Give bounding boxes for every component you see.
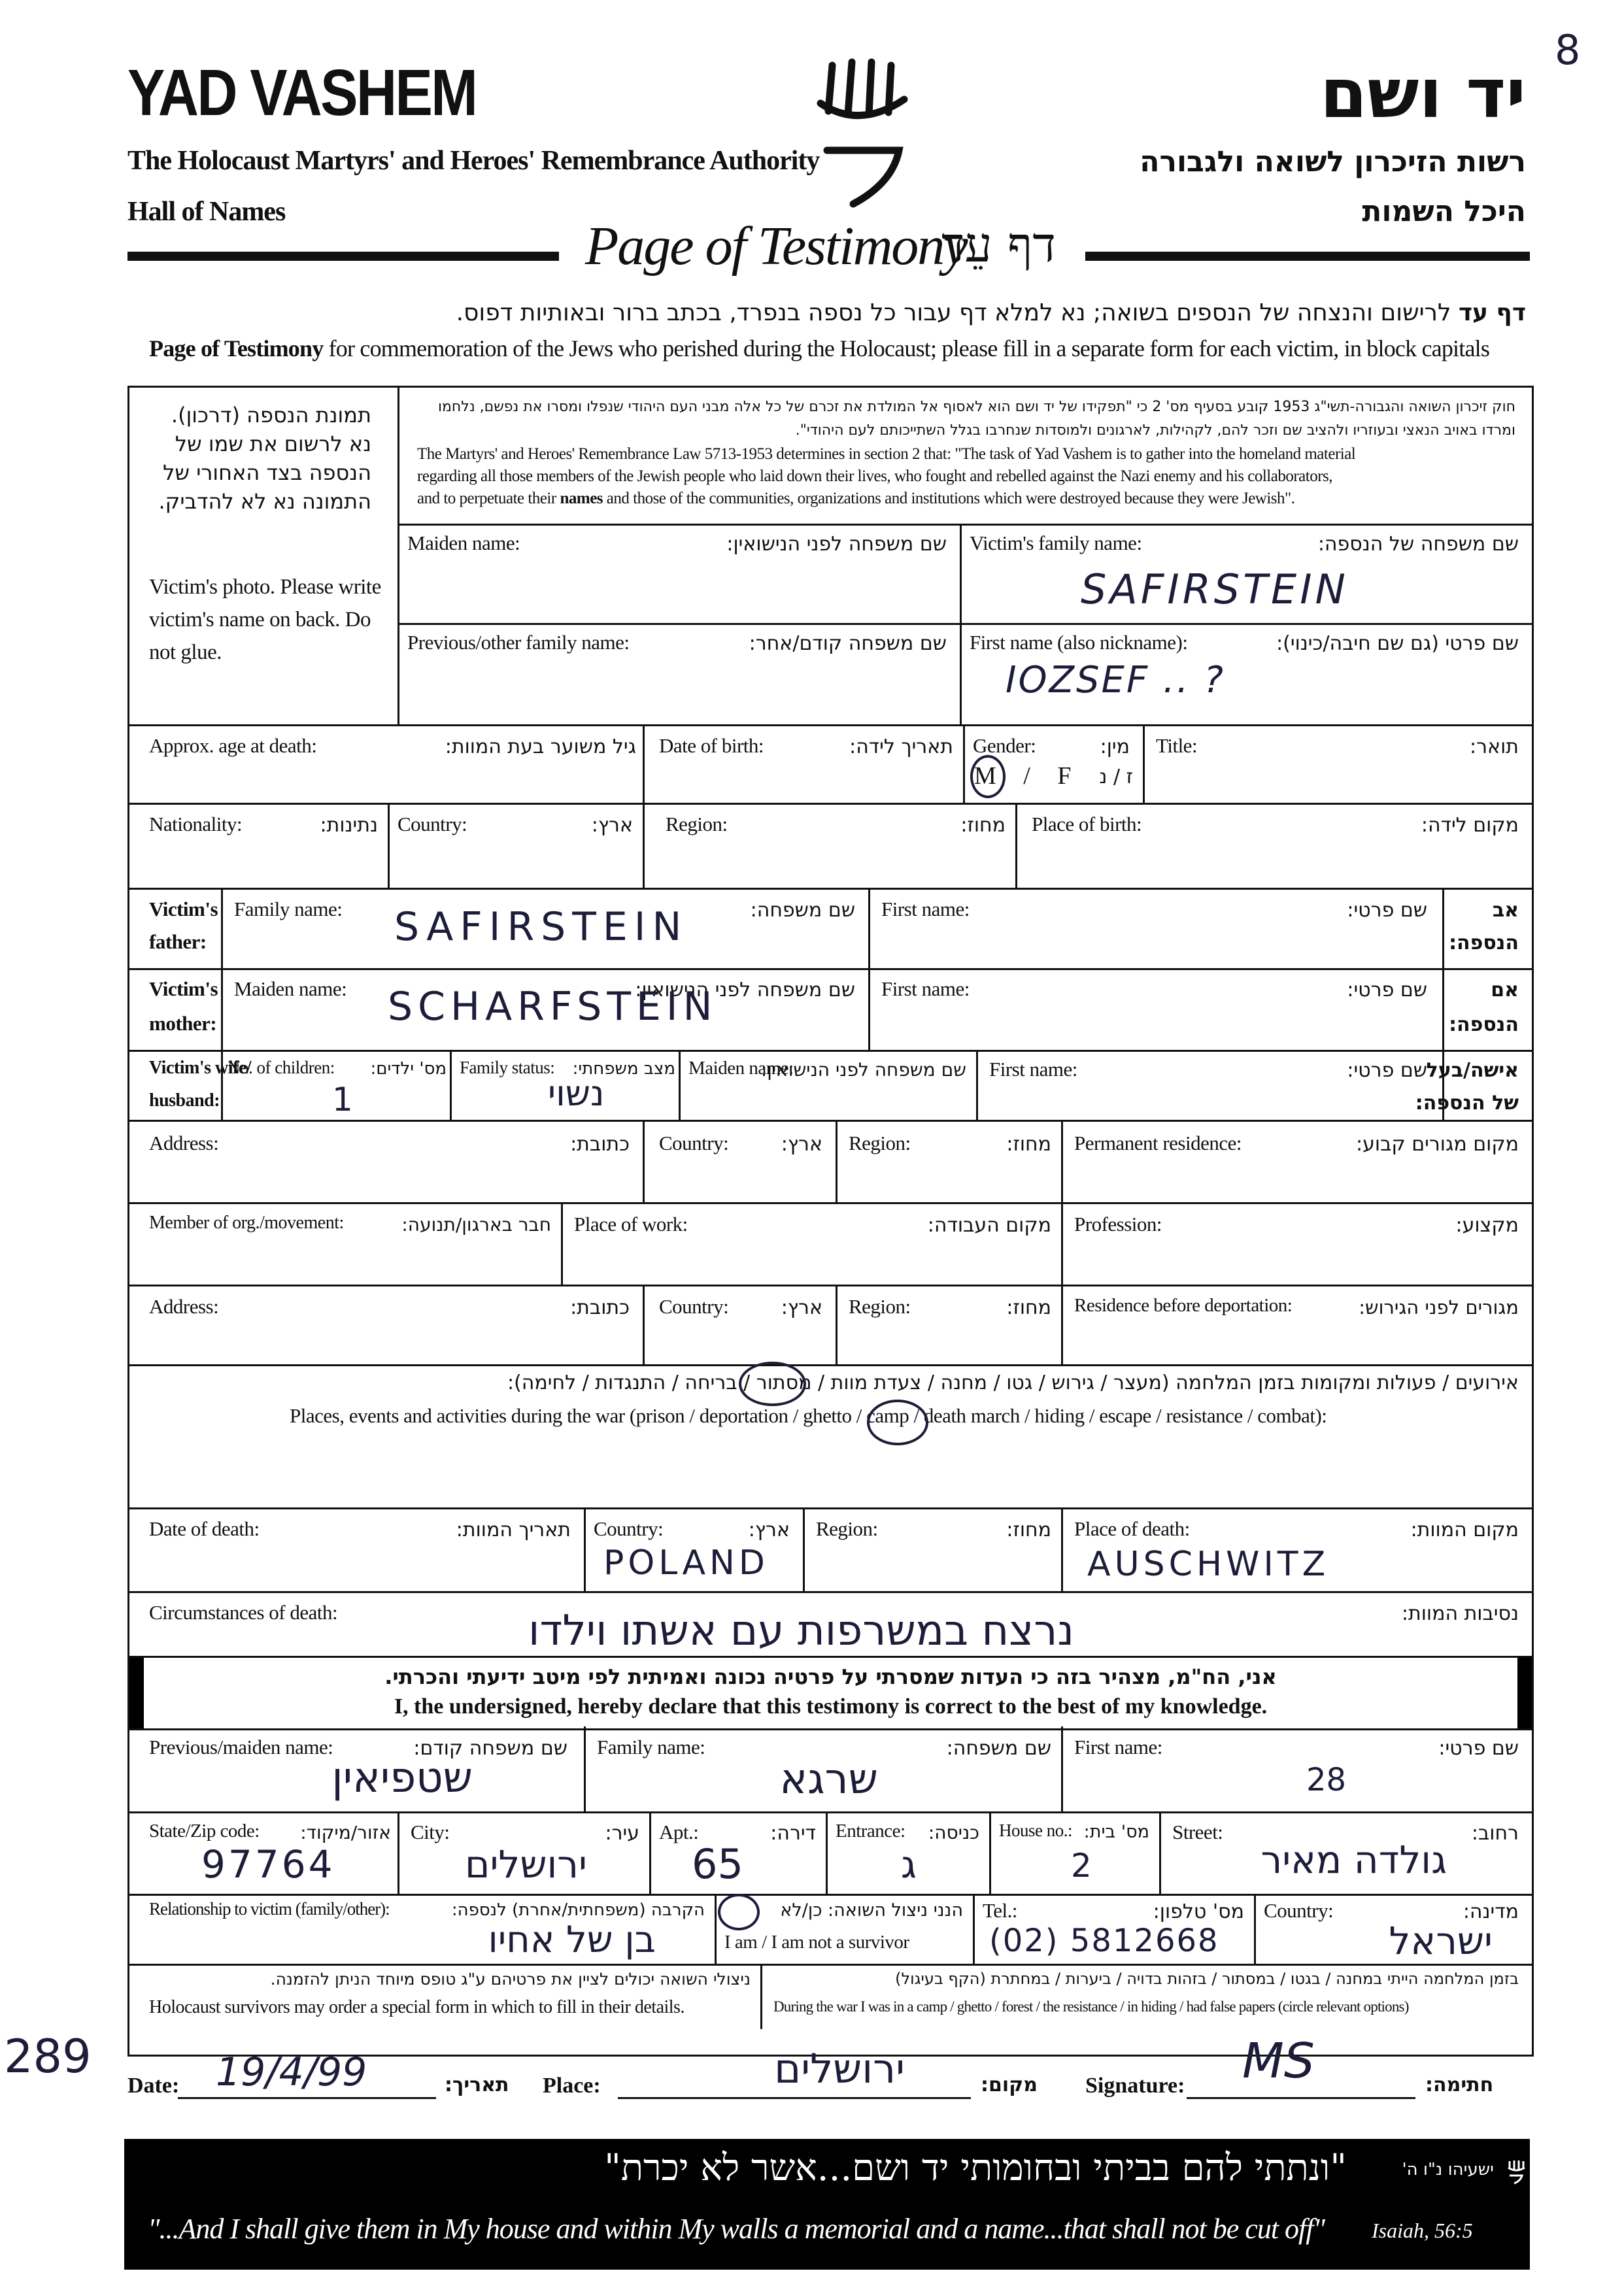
- house-no-label-he: מס' בית:: [1083, 1822, 1149, 1842]
- submitter-prev-name-value[interactable]: שטפיאין: [331, 1754, 473, 1802]
- footer-verse-en: "...And I shall give them in My house and within My walls a memorial and a name...that shall not be cut off": [148, 2213, 1325, 2245]
- address2-label: Address:: [149, 1295, 219, 1318]
- previous-name-label-he: שם משפחה קודם/אחר:: [749, 632, 947, 655]
- country-label-he: ארץ:: [591, 814, 633, 837]
- submitter-first-name-value[interactable]: 28: [1306, 1762, 1347, 1798]
- divider: [129, 1202, 1532, 1204]
- org-subtitle-he: רשות הזיכרון לשואה ולגבורה: [1140, 145, 1526, 178]
- address2-country-label: Country:: [659, 1295, 729, 1318]
- residence-before-label: Residence before deportation:: [1074, 1295, 1293, 1316]
- apt-value[interactable]: 65: [692, 1840, 743, 1888]
- divider: [960, 524, 962, 724]
- house-no-value[interactable]: 2: [1071, 1847, 1092, 1885]
- divider: [398, 1811, 399, 1894]
- divider: [1254, 1894, 1256, 1964]
- region-label-he: מחוז:: [960, 814, 1006, 837]
- work-label-he: מקום העבודה:: [927, 1214, 1051, 1237]
- divider: [1061, 1120, 1063, 1202]
- signature-label-he: חתימה:: [1425, 2074, 1494, 2096]
- address-region-label-he: מחוז:: [1006, 1133, 1051, 1156]
- zip-label: State/Zip code:: [149, 1821, 260, 1841]
- victim-family-name-label: Victim's family name:: [970, 531, 1142, 554]
- signature-line: [1187, 2097, 1415, 2099]
- divider: [129, 803, 1532, 805]
- father-label-he-1: אב: [1492, 899, 1519, 922]
- country-value[interactable]: ישראל: [1389, 1919, 1493, 1963]
- address2-country-label-he: ארץ:: [781, 1296, 822, 1319]
- entrance-label: Entrance:: [836, 1821, 905, 1841]
- place-label: Place:: [543, 2074, 601, 2098]
- mother-maiden-name-label-he: שם משפחה לפני הנישואין:: [635, 979, 855, 1001]
- margin-number: 289: [4, 2030, 92, 2083]
- date-label: Date:: [127, 2074, 180, 2098]
- circumstances-label-he: נסיבות המוות:: [1401, 1602, 1519, 1625]
- family-status-value[interactable]: נשוי: [548, 1073, 605, 1114]
- spouse-maiden-label: Maiden name:: [688, 1058, 794, 1079]
- death-country-label: Country:: [594, 1517, 664, 1540]
- intro-he-bold: דף עד: [1458, 299, 1526, 326]
- city-label: City:: [411, 1821, 450, 1843]
- law-en-3: [417, 490, 1294, 508]
- title-label: Title:: [1156, 734, 1198, 757]
- gender-label-he: מין:: [1100, 735, 1130, 758]
- org-name-he: יד ושם: [1320, 54, 1526, 133]
- entrance-value[interactable]: ג: [901, 1842, 917, 1887]
- footer-verse-bar: [124, 2139, 1530, 2270]
- divider: [129, 1285, 1532, 1286]
- tel-label: Tel.:: [983, 1899, 1018, 1922]
- divider: [398, 623, 1532, 625]
- member-label-he: חבר בארגון/תנועה:: [401, 1214, 551, 1235]
- signature-label: Signature:: [1085, 2074, 1185, 2098]
- victim-family-name-label-he: שם משפחה של הנספה:: [1317, 533, 1519, 556]
- footer-verse-ref-he: ישעיהו נ"ו ה': [1402, 2160, 1494, 2179]
- divider: [221, 888, 223, 1120]
- survivor-circle: [718, 1894, 760, 1930]
- hall-of-names: Hall of Names: [127, 197, 286, 227]
- death-region-label-he: מחוז:: [1006, 1519, 1051, 1541]
- address2-region-label: Region:: [849, 1295, 911, 1318]
- date-death-label: Date of death:: [149, 1517, 260, 1540]
- mother-label-he-1: אם: [1491, 979, 1519, 1001]
- survivor-label-he: הנני ניצול השואה: כן/לא: [780, 1900, 963, 1921]
- nationality-label: Nationality:: [149, 813, 243, 835]
- spouse-label-he-2: של הנספה:: [1415, 1092, 1519, 1115]
- events-label-he: אירועים / פעולות ומקומות בזמן המלחמה (מעצר / גירוש / גטו / מחנה / צעדת מוות / מסתור / בריחה / התנגדות / לחימה):: [507, 1371, 1519, 1394]
- submitter-first-name-label: First name:: [1074, 1736, 1162, 1758]
- divider: [129, 1050, 1532, 1052]
- mother-label-he-2: הנספה:: [1449, 1013, 1519, 1036]
- death-region-label: Region:: [816, 1517, 878, 1540]
- address-label-he: כתובת:: [570, 1133, 630, 1156]
- spouse-maiden-label-he: שם משפחה לפני הנישואין:: [760, 1059, 966, 1081]
- org-name: YAD VASHEM: [127, 56, 477, 129]
- date-death-label-he: תאריך המוות:: [456, 1519, 571, 1541]
- address-region-label: Region:: [849, 1132, 911, 1154]
- org-subtitle: The Holocaust Martyrs' and Heroes' Remembrance Authority: [127, 146, 820, 176]
- law-en-3-bold: names: [560, 490, 603, 507]
- gender-options-he: ז / נ: [1099, 765, 1133, 788]
- divider: [836, 1120, 837, 1202]
- divider: [1159, 1811, 1161, 1894]
- divider: [643, 1120, 645, 1202]
- relationship-value[interactable]: בן של אחיו: [488, 1919, 656, 1961]
- yad-vashem-logo: [814, 52, 919, 209]
- divider: [398, 388, 399, 724]
- footer-verse-he: "ונתתי להם בביתי ובחומותי יד ושם...אשר לא יכרת": [604, 2147, 1347, 2189]
- divider: [129, 1894, 1532, 1896]
- apt-label-he: דירה:: [770, 1822, 816, 1845]
- footer-verse-ref-en: Isaiah, 56:5: [1372, 2219, 1473, 2242]
- survivors-note-en: Holocaust survivors may order a special form in which to fill in their details.: [149, 1997, 685, 2017]
- divider: [643, 724, 645, 803]
- form-title: Page of Testimony: [585, 216, 967, 277]
- circumstances-value[interactable]: נרצח במשרפות עם אשתו וילדו: [528, 1607, 1074, 1655]
- place-value[interactable]: ירושלים: [774, 2045, 905, 2093]
- photo-instructions-he: תמונת הנספה (דרכון). נא לרשום את שמו של הנספה בצד האחורי של התמונה נא לא להדביק.: [158, 403, 371, 514]
- divider: [129, 1591, 1532, 1593]
- residence-before-label-he: מגורים לפני הגירוש:: [1359, 1296, 1519, 1319]
- maiden-name-label: Maiden name:: [407, 531, 520, 554]
- gender-options[interactable]: M / F: [974, 762, 1082, 790]
- first-name-nick-label: First name (also nickname):: [970, 631, 1188, 654]
- divider: [989, 1811, 991, 1894]
- title-rule-right: [1085, 252, 1530, 261]
- intro-he-text: לרישום והנצחה של הנספים בשואה; נא למלא דף עבור כל נספה בנפרד, בכתב ברור ובאותיות דפוס.: [456, 299, 1451, 326]
- previous-name-label: Previous/other family name:: [407, 631, 630, 654]
- submitter-family-name-label: Family name:: [597, 1736, 705, 1758]
- first-name-nick-label-he: שם פרטי (גם שם חיבה/כינוי):: [1276, 632, 1519, 655]
- mother-first-name-label: First name:: [881, 977, 970, 1000]
- survivors-note-he: ניצולי השואה יכולים לציין את פרטיהם ע"ג טופס מיוחד הניתן להזמנה.: [270, 1970, 751, 1989]
- footer-logo-icon: [1506, 2159, 1526, 2185]
- house-no-label: House no.:: [999, 1821, 1072, 1840]
- divider: [649, 1811, 651, 1894]
- street-label-he: רחוב:: [1471, 1822, 1519, 1845]
- prev-maiden-label: Previous/maiden name:: [149, 1736, 333, 1758]
- region-label: Region:: [666, 813, 728, 835]
- nationality-label-he: נתינות:: [320, 814, 378, 837]
- divider: [1015, 803, 1017, 888]
- mother-label: mother:: [149, 1012, 217, 1035]
- divider: [388, 803, 390, 888]
- address2-label-he: כתובת:: [570, 1296, 630, 1319]
- street-label: Street:: [1172, 1821, 1223, 1843]
- divider: [1061, 1202, 1063, 1285]
- intro-en-text: for commemoration of the Jews who perished during the Holocaust; please fill in a separate form for each victim, in block capitals: [328, 335, 1490, 361]
- camp-circle-he: [739, 1362, 806, 1406]
- country2-label-he: מדינה:: [1463, 1900, 1519, 1923]
- survivor-label-en: I am / I am not a survivor: [724, 1932, 909, 1953]
- divider: [976, 1050, 978, 1120]
- photo-instructions-en: Victim's photo. Please write victim's name on back. Do not glue.: [149, 575, 381, 664]
- title-rule-left: [127, 252, 559, 261]
- family-status-label-he: מצב משפחתי:: [572, 1059, 675, 1079]
- permanent-label: Permanent residence:: [1074, 1132, 1242, 1154]
- mother-first-name-label-he: שם פרטי:: [1347, 979, 1427, 1001]
- father-label: father:: [149, 930, 207, 953]
- divider: [129, 968, 1532, 970]
- city-label-he: עיר:: [605, 1822, 639, 1845]
- maiden-name-label-he: שם משפחה לפני הנישואין:: [726, 533, 947, 556]
- father-family-name-label-he: שם משפחה:: [750, 899, 855, 922]
- father-family-name-label: Family name:: [234, 898, 343, 920]
- corner-mark: 8: [1555, 26, 1581, 74]
- permanent-label-he: מקום מגורים קבוע:: [1356, 1133, 1519, 1156]
- pob-label-he: מקום לידה:: [1421, 814, 1519, 837]
- place-death-value[interactable]: AUSCHWITZ: [1087, 1545, 1330, 1584]
- children-label-he: מס' ילדים:: [370, 1059, 447, 1079]
- divider: [643, 1285, 645, 1364]
- divider: [129, 1120, 1532, 1122]
- father-first-name-label-he: שם פרטי:: [1347, 899, 1427, 922]
- death-country-label-he: ארץ:: [748, 1519, 790, 1541]
- law-en-3b: and those of the communities, organizations and institutions which were destroyed because they were Jewish".: [603, 490, 1295, 507]
- profession-label: Profession:: [1074, 1213, 1162, 1235]
- form-title-he: דף עֵד: [941, 217, 1056, 273]
- father-first-name-label: First name:: [881, 898, 970, 920]
- law-he: חוק זיכרון השואה והגבורה-תשי"ג 1953 קובע בסעיף מס' 2 כי "תפקידו של יד ושם הוא לאסוף אל המולדת את זכרם של כל אלה מבני העם היהודי שנפלו ומסרו את נפשם, נלחמו ומרדו באויב הנאצי ובעוזריו ולהציב שם וזכר להם, לקהילות, לארגונים ולמוסדות שנחרבו בגלל השתייכותם לעם היהודי".: [438, 399, 1515, 439]
- death-country-value[interactable]: POLAND: [603, 1543, 769, 1583]
- circumstances-label: Circumstances of death:: [149, 1601, 338, 1624]
- divider: [1143, 724, 1145, 803]
- place-death-label-he: מקום המוות:: [1410, 1519, 1519, 1541]
- declaration-en: I, the undersigned, hereby declare that this testimony is correct to the best of my knowledge.: [394, 1694, 1268, 1719]
- spouse-label-he-1: אישה/בעל: [1426, 1059, 1519, 1082]
- signature-value[interactable]: MS: [1242, 2033, 1315, 2089]
- intro-en-bold: Page of Testimony: [149, 335, 324, 361]
- apt-label: Apt.:: [659, 1821, 699, 1843]
- divider: [129, 724, 1532, 726]
- zip-label-he: אזור/מיקוד:: [300, 1822, 391, 1843]
- wartime-note-he: בזמן המלחמה הייתי במחנה / בגטו / במסתור / בזהות בדויה / ביערות / במחתרת (הקף בעיגול): [895, 1970, 1519, 1988]
- address2-region-label-he: מחוז:: [1006, 1296, 1051, 1319]
- intro-he: [456, 299, 1526, 326]
- date-line: [178, 2097, 436, 2099]
- testimony-form: [127, 386, 1534, 2057]
- place-label-he: מקום:: [981, 2074, 1038, 2096]
- gender-circle: [970, 755, 1006, 798]
- divider: [973, 1894, 975, 1964]
- pob-label: Place of birth:: [1032, 813, 1142, 835]
- children-value[interactable]: 1: [332, 1081, 353, 1118]
- divider: [129, 888, 1532, 890]
- divider: [643, 803, 645, 888]
- relationship-label-he: הקרבה (משפחתית/אחרת) לנספה:: [451, 1900, 705, 1920]
- hall-of-names-he: היכל השמות: [1362, 195, 1526, 228]
- dob-label-he: תאריך לידה:: [849, 735, 953, 758]
- tel-value[interactable]: (02) 5812668: [989, 1923, 1219, 1959]
- law-en-3a: and to perpetuate their: [417, 490, 560, 507]
- divider: [129, 1811, 1532, 1813]
- work-label: Place of work:: [574, 1213, 688, 1235]
- spouse-label-1: Victim's wife/: [149, 1058, 252, 1078]
- tel-label-he: מס' טלפון:: [1153, 1900, 1244, 1923]
- divider: [715, 1894, 717, 1964]
- law-en-1: The Martyrs' and Heroes' Remembrance Law 5713-1953 determines in section 2 that: "The task of Yad Vashem is to gather into the homeland material: [417, 445, 1356, 463]
- spouse-first-name-label: First name:: [989, 1058, 1077, 1081]
- first-name-value[interactable]: IOZSEF .. ?: [1006, 659, 1226, 701]
- submitter-family-name-value[interactable]: שרגא: [779, 1755, 878, 1804]
- address-country-label-he: ארץ:: [781, 1133, 822, 1156]
- address-country-label: Country:: [659, 1132, 729, 1154]
- age-label-he: גיל משוער בעת המוות:: [445, 735, 636, 758]
- divider: [679, 1050, 681, 1120]
- law-en-2: regarding all those members of the Jewish people who laid down their lives, who fought and rebelled against the Nazi enemy and his collaborators,: [417, 467, 1333, 485]
- dob-label: Date of birth:: [659, 734, 764, 757]
- place-line: [618, 2097, 971, 2099]
- place-death-label: Place of death:: [1074, 1517, 1190, 1540]
- father-label-he-2: הנספה:: [1449, 932, 1519, 954]
- children-label: No. of children:: [228, 1058, 335, 1077]
- declaration-bar: [129, 1656, 1532, 1730]
- spouse-label-2: husband:: [149, 1090, 220, 1111]
- relationship-label: Relationship to victim (family/other):: [149, 1899, 390, 1919]
- divider: [584, 1726, 586, 1811]
- prev-maiden-label-he: שם משפחה קודם:: [413, 1737, 567, 1760]
- divider: [963, 724, 965, 803]
- divider: [584, 1507, 586, 1591]
- street-value[interactable]: גולדה מאיר: [1260, 1838, 1447, 1882]
- date-value[interactable]: 19/4/99: [216, 2049, 367, 2095]
- divider: [1442, 888, 1444, 1120]
- date-label-he: תאריך:: [445, 2074, 509, 2096]
- divider: [1061, 1726, 1063, 1811]
- age-label: Approx. age at death:: [149, 734, 317, 757]
- country-label: Country:: [398, 813, 467, 835]
- divider: [1061, 1507, 1063, 1591]
- city-value[interactable]: ירושלים: [464, 1842, 587, 1887]
- title-label-he: תואר:: [1470, 735, 1519, 758]
- submitter-family-name-label-he: שם משפחה:: [946, 1737, 1051, 1760]
- divider: [561, 1202, 563, 1285]
- divider: [398, 524, 1532, 526]
- father-victims-label: Victim's: [149, 898, 218, 920]
- spouse-first-name-label-he: שם פרטי:: [1347, 1059, 1427, 1082]
- member-label: Member of org./movement:: [149, 1213, 344, 1233]
- submitter-first-name-label-he: שם פרטי:: [1438, 1737, 1519, 1760]
- mother-maiden-name-label: Maiden name:: [234, 977, 347, 1000]
- divider: [129, 1964, 1532, 1966]
- wartime-note-en: During the war I was in a camp / ghetto / forest / the resistance / in hiding / had false papers (circle relevant options): [773, 1998, 1409, 2015]
- events-label-en: Places, events and activities during the war (prison / deportation / ghetto / camp / death march / hiding / escape / resistance / combat):: [290, 1404, 1327, 1427]
- profession-label-he: מקצוע:: [1455, 1214, 1519, 1237]
- divider: [836, 1285, 837, 1364]
- father-family-name-value[interactable]: SAFIRSTEIN: [394, 904, 688, 950]
- declaration-he: אני, הח"מ, מצהיר בזה כי העדות שמסרתי על פרטיה נכונה ואמיתית לפי מיטב ידיעתי והכרתי.: [384, 1664, 1277, 1689]
- family-status-label: Family status:: [460, 1058, 555, 1077]
- country2-label: Country:: [1264, 1899, 1334, 1922]
- divider: [450, 1050, 452, 1120]
- address-label: Address:: [149, 1132, 219, 1154]
- victim-family-name-value[interactable]: SAFIRSTEIN: [1081, 565, 1349, 613]
- divider: [129, 1364, 1532, 1366]
- divider: [760, 1964, 762, 2029]
- divider: [129, 1507, 1532, 1509]
- divider: [1061, 1285, 1063, 1364]
- intro-en: [149, 335, 1489, 362]
- mother-victims-label: Victim's: [149, 977, 218, 1000]
- entrance-label-he: כניסה:: [928, 1822, 979, 1843]
- divider: [826, 1811, 828, 1894]
- gender-label: Gender:: [973, 734, 1036, 757]
- zip-value[interactable]: 97764: [201, 1842, 335, 1887]
- mother-maiden-name-value[interactable]: SCHARFSTEIN: [388, 984, 718, 1030]
- camp-circle-en: [867, 1400, 928, 1445]
- divider: [803, 1507, 805, 1591]
